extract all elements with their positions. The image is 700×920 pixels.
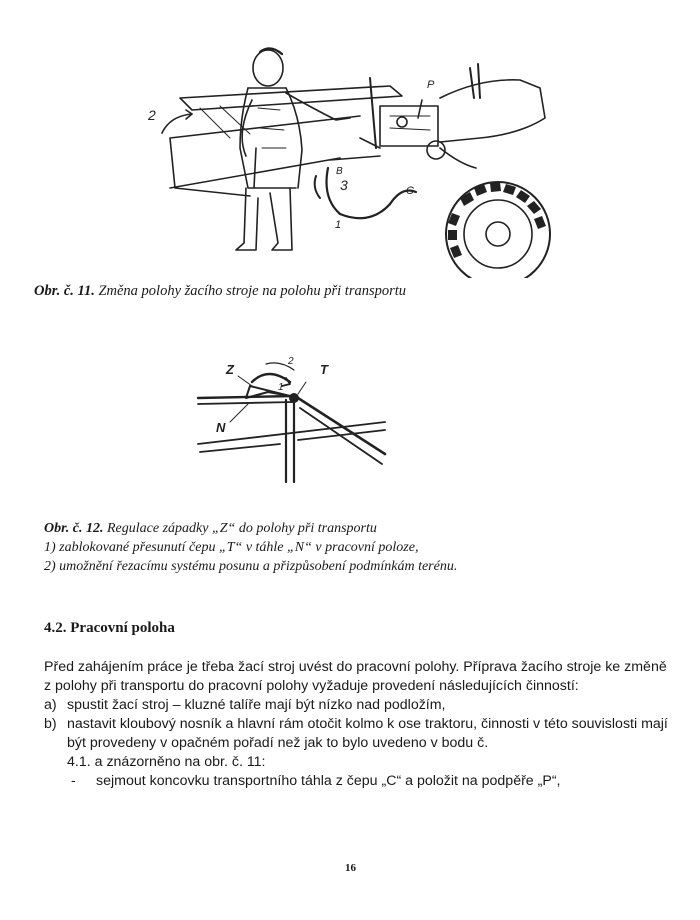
sub-list-item-text: sejmout koncovku transportního táhla z čepu „C“ a položit na podpěře „P“, [96,773,561,789]
list-item [44,715,669,753]
list-item-text: nastavit kloubový nosník a hlavní rám otočit kolmo k ose traktoru, činnosti v této souvislosti mají být provedeny v opačném pořadí než jak to bylo uvedeno v bodu č. [67,716,668,751]
figure-12-caption-line: 2) umožnění řezacímu systému posunu a přizpůsobení podmínkám terénu. [44,559,458,574]
figure-11-label: C [406,185,414,197]
figure-11-label: B [336,166,343,177]
figure-12-label: Z [226,362,234,377]
figure-12-caption [44,519,457,576]
figure-12-illustration [190,352,390,487]
figure-12-caption-title [44,519,457,538]
figure-11-label: 3 [340,177,348,193]
figure-11-caption-prefix: Obr. č. 11. [34,283,95,299]
list-item-continuation: 4.1. a znázorněno na obr. č. 11: [67,754,266,770]
list-item-marker: a) [44,697,57,713]
figure-12-label: T [320,362,328,377]
list-item-text: spustit žací stroj – kluzné talíře mají být nízko nad podložím, [67,697,446,713]
figure-12-label: 1 [278,382,284,393]
figure-12-caption-text: Regulace západky „Z“ do polohy při transportu [103,521,377,536]
section-heading: 4.2. Pracovní poloha [44,620,175,636]
figure-11-label: 1 [335,219,342,231]
page-number: 16 [345,862,356,874]
figure-11-caption-text: Změna polohy žacího stroje na polohu při transportu [94,283,407,299]
list-item [44,696,669,715]
figure-12-label: N [216,420,226,435]
section-intro: Před zahájením práce je třeba žací stroj uvést do pracovní polohy. Příprava žacího stroje ke změně z polohy při transportu do pracovní polohy vyžaduje provedení následujících činností: [44,659,667,694]
figure-11-label: 2 [148,107,156,123]
figure-11-caption [34,283,406,300]
figure-11-illustration [140,38,560,278]
figure-11-label: P [427,79,435,91]
figure-12-label: 2 [288,356,294,367]
list-item-marker: b) [44,716,57,732]
sub-list-item [44,772,669,791]
sub-list-item-marker: - [71,773,76,789]
figure-12-caption-line: 1) zablokované přesunutí čepu „T“ v táhle „N“ v pracovní poloze, [44,540,419,555]
section-body [44,658,669,791]
figure-12-caption-prefix: Obr. č. 12. [44,521,104,536]
